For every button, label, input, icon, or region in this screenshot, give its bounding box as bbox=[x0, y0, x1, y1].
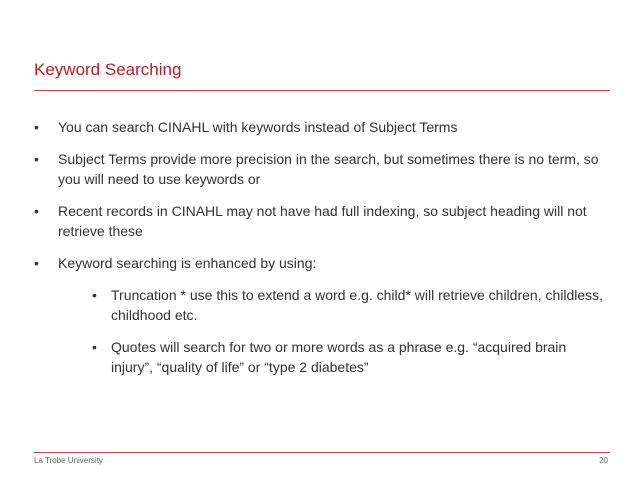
sub-bullet-list bbox=[58, 285, 606, 377]
bullet-item-4 bbox=[34, 253, 606, 377]
bullet-dot: • bbox=[34, 151, 39, 167]
page-number: 20 bbox=[599, 456, 608, 465]
bullet-item-2 bbox=[34, 149, 606, 189]
bullet-text: Subject Terms provide more precision in the search, but sometimes there is no term, so you will need to use keywords or bbox=[58, 151, 599, 187]
footer-divider bbox=[34, 452, 610, 453]
bullet-dot: • bbox=[34, 203, 39, 219]
bullet-text: Keyword searching is enhanced by using: bbox=[58, 255, 317, 271]
bullet-item-1 bbox=[34, 117, 606, 137]
title-divider bbox=[34, 90, 610, 91]
sub-bullet-dot: • bbox=[92, 339, 97, 355]
slide-title: Keyword Searching bbox=[34, 60, 182, 79]
footer-organization: La Trobe University bbox=[34, 456, 103, 465]
bullet-text: Recent records in CINAHL may not have had full indexing, so subject heading will not retrieve these bbox=[58, 203, 587, 239]
bullet-dot: • bbox=[34, 255, 39, 271]
sub-bullet-item-2 bbox=[58, 337, 606, 377]
sub-bullet-text: Quotes will search for two or more words as a phrase e.g. “acquired brain injury”, “quality of life” or “type 2 diabetes” bbox=[111, 339, 567, 375]
sub-bullet-dot: • bbox=[92, 287, 97, 303]
bullet-item-3 bbox=[34, 201, 606, 241]
sub-bullet-text: Truncation * use this to extend a word e.g. child* will retrieve children, childless, childhood etc. bbox=[111, 287, 604, 323]
sub-bullet-item-1 bbox=[58, 285, 606, 325]
bullet-text: You can search CINAHL with keywords instead of Subject Terms bbox=[58, 119, 458, 135]
bullet-list bbox=[34, 117, 606, 389]
bullet-dot: • bbox=[34, 119, 39, 135]
